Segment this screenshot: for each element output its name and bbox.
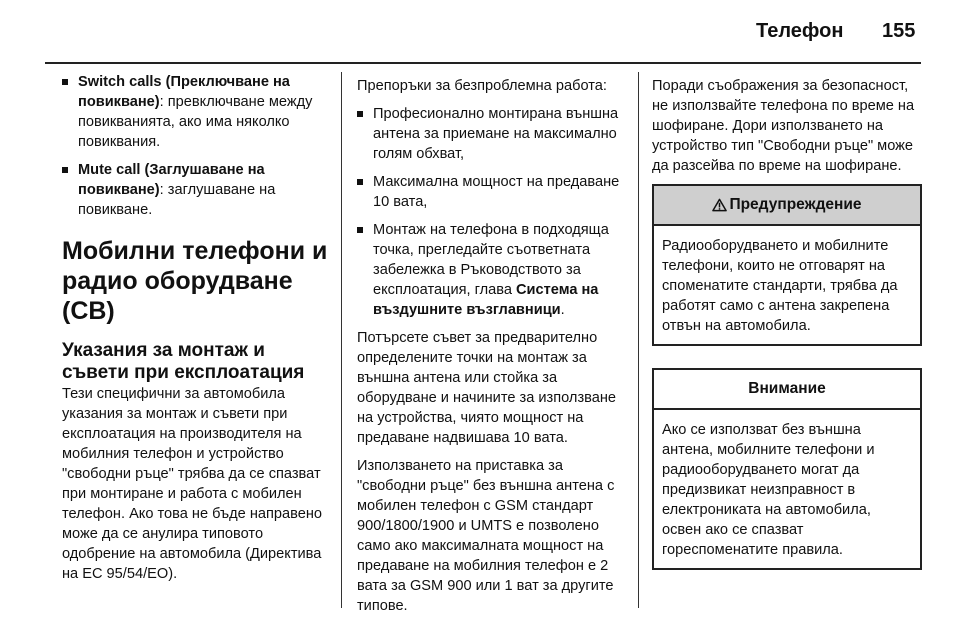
body-paragraph: Използването на приставка за "свободни ръце" без външна антена с мобилен телефон с GSM стандарт 900/1800/1900 и UMTS е позволено само ако максималната мощност на предаване на мобилния телефон е 2 вата за GSM 900 или 1 ват за другите типове. xyxy=(357,458,615,614)
column-middle xyxy=(357,76,629,624)
bullet-square-icon xyxy=(357,227,363,233)
warning-box xyxy=(652,184,922,346)
bullet-square-icon xyxy=(357,179,363,185)
list-item xyxy=(357,172,629,212)
body-paragraph: Тези специфични за автомобила указания за монтаж и съвети при експлоатация на производителя на мобилния телефон и устройство "свободни ръце" трябва да се спазват при монтиране и работа с мобилен телефон. Ако това не бъде направено може да се анулира типовото одобрение на автомобила (Директива на ЕС 95/54/ЕО). xyxy=(62,386,323,582)
column-divider xyxy=(638,72,639,608)
warning-header xyxy=(654,186,920,226)
list-item-text: Максимална мощност на предаване 10 вата, xyxy=(373,174,620,210)
menu-option-name: Switch calls (Преключване на повикване) xyxy=(78,74,290,110)
notice-text: Ако се използват без външна антена, мобилните телефони и радиооборудването могат да предизвикат неизправност в електрониката на автомобила, освен ако се спазват гореспоменатите правила. xyxy=(662,422,875,558)
warning-text: Радиооборудването и мобилните телефони, които не отговарят на споменатите стандарти, трябва да работят само с антена закрепена отвън на автомобила. xyxy=(662,238,898,334)
menu-option-description: : заглушаване на повикване. xyxy=(78,182,276,218)
bullet-square-icon xyxy=(62,79,68,85)
section-heading: Мобилни телефони и радио оборудване (CB) xyxy=(62,237,328,325)
page-number: 155 xyxy=(882,20,916,42)
bullet-square-icon xyxy=(357,111,363,117)
subsection-heading: Указания за монтаж и съвети при експлоатация xyxy=(62,340,305,383)
warning-triangle-icon xyxy=(712,198,727,212)
notice-title: Внимание xyxy=(748,380,826,397)
header-divider xyxy=(45,62,921,64)
column-right xyxy=(652,76,922,570)
list-item-text: Монтаж на телефона в подходяща точка, прегледайте съответната забележка в Ръководството за експлоатация, глава xyxy=(373,222,609,298)
column-left xyxy=(62,72,330,592)
list-item xyxy=(62,160,330,220)
menu-option-description: : превключване между повикванията, ако има няколко повиквания. xyxy=(78,94,313,150)
list-item xyxy=(62,72,330,152)
column-divider xyxy=(341,72,342,608)
cross-reference: Система на въздушните възглавници xyxy=(373,282,599,318)
list-item-text: Професионално монтирана външна антена за приемане на максимално голям обхват, xyxy=(373,106,619,162)
list-item xyxy=(357,104,629,164)
body-paragraph: Поради съображения за безопасност, не използвайте телефона по време на шофиране. Дори използването на устройство тип "Свободни ръце" може да разсейва по време на шофиране. xyxy=(652,78,915,174)
warning-title: Предупреждение xyxy=(729,196,862,213)
list-item-tail: . xyxy=(560,302,565,318)
notice-header xyxy=(654,370,920,410)
body-paragraph: Потърсете съвет за предварително определените точки на монтаж за външна антена или стойка за оборудване и начините за използване на устройства, чиято мощност на предаване надвишава 10 вата. xyxy=(357,330,617,446)
bullet-square-icon xyxy=(62,167,68,173)
notice-box xyxy=(652,368,922,570)
list-item xyxy=(357,220,629,320)
body-paragraph: Препоръки за безпроблемна работа: xyxy=(357,78,607,94)
section-title: Телефон xyxy=(756,20,844,42)
menu-option-name: Mute call (Заглушаване на повикване) xyxy=(78,162,265,198)
page-header xyxy=(0,0,960,64)
